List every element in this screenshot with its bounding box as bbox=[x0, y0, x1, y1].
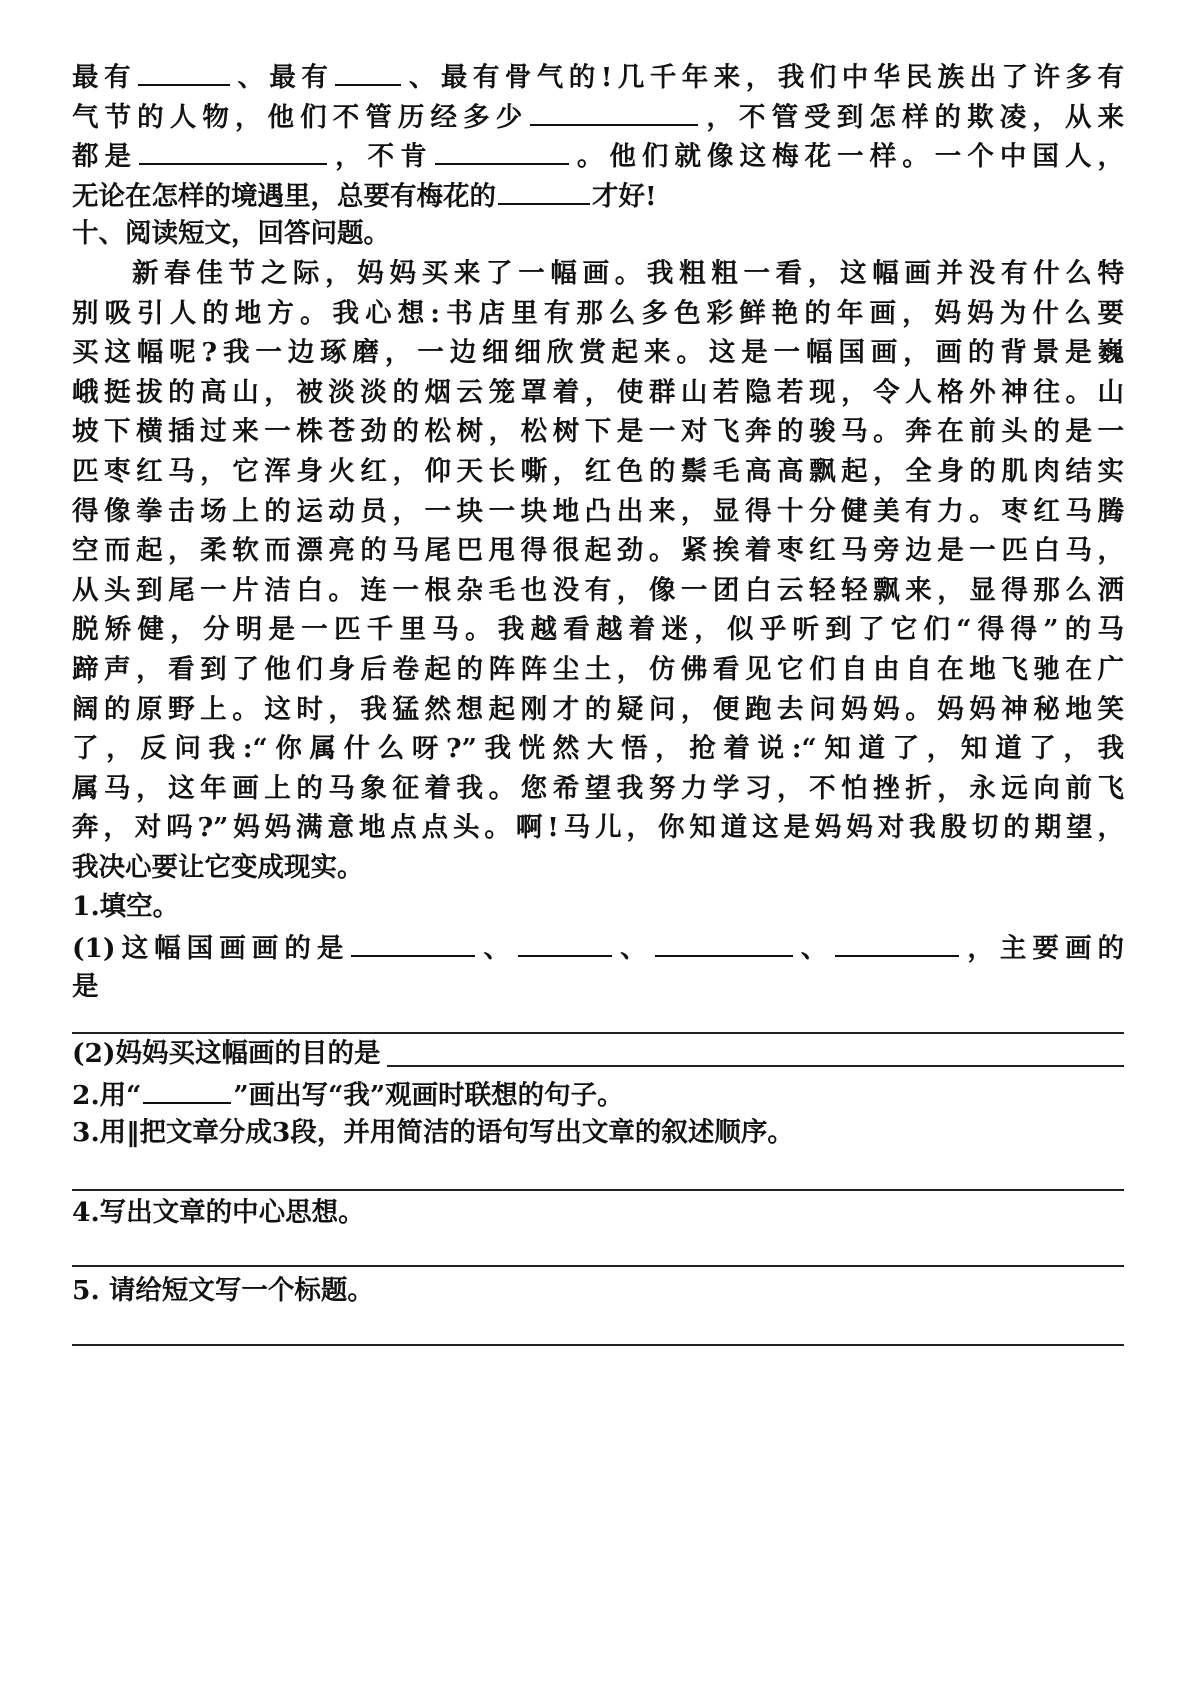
question-3: 3.用‖把文章分成3段，并用简洁的语句写出文章的叙述顺序。 bbox=[72, 1117, 794, 1149]
answer-line[interactable] bbox=[387, 1065, 1124, 1067]
text: ，不肯 bbox=[329, 141, 433, 173]
answer-blank[interactable] bbox=[335, 56, 401, 86]
passage-line: 得像拳击场上的运动员，一块一块地凸出来，显得十分健美有力。枣红马腾 bbox=[72, 495, 1124, 527]
section-title: 十、阅读短文，回答问题。 bbox=[72, 218, 390, 250]
answer-line[interactable] bbox=[72, 1189, 1124, 1191]
passage-line: 属马，这年画上的马象征着我。您希望我努力学习，不怕挫折，永远向前飞 bbox=[72, 772, 1124, 804]
passage-line: 匹枣红马，它浑身火红，仰天长嘶，红色的鬃毛高高飘起，全身的肌肉结实 bbox=[72, 455, 1124, 487]
fill-line-3 bbox=[72, 135, 1124, 175]
question-1: 1.填空。 bbox=[72, 891, 180, 923]
text: 、最有 bbox=[231, 62, 334, 93]
fill-line-4 bbox=[72, 175, 1124, 215]
passage-line: 我决心要让它变成现实。 bbox=[72, 851, 364, 883]
passage-line: 蹄声，看到了他们身后卷起的阵阵尘土，仿佛看见它们自由自在地飞驰在广 bbox=[72, 653, 1124, 685]
text: ，主要画的 bbox=[961, 933, 1125, 965]
text: (2)妈妈买这幅画的目的是 bbox=[72, 1038, 381, 1070]
spacer bbox=[72, 1233, 1124, 1265]
text: ”画出写“我”观画时联想的句子。 bbox=[233, 1079, 624, 1111]
passage-line: 阔的原野上。这时，我猛然想起刚才的疑问，便跑去问妈妈。妈妈神秘地笑 bbox=[72, 693, 1124, 725]
question-5: 5. 请给短文写一个标题。 bbox=[72, 1274, 374, 1306]
text: ，不管受到怎样的欺凌，从来 bbox=[700, 101, 1125, 133]
text: 2.用“ bbox=[72, 1079, 142, 1111]
spacer bbox=[72, 1310, 1124, 1344]
passage-line: 从头到尾一片洁白。连一根杂毛也没有，像一团白云轻轻飘来，显得那么洒 bbox=[72, 574, 1124, 606]
text: 、 bbox=[794, 933, 834, 965]
answer-blank[interactable] bbox=[138, 56, 230, 86]
answer-blank[interactable] bbox=[498, 175, 590, 205]
text: 气节的人物，他们不管历经多少 bbox=[72, 101, 529, 133]
answer-blank[interactable] bbox=[351, 927, 475, 957]
answer-blank[interactable] bbox=[435, 135, 569, 165]
passage-line: 买这幅呢?我一边琢磨，一边细细欣赏起来。这是一幅国画，画的背景是巍 bbox=[72, 337, 1124, 369]
fill-line-2 bbox=[72, 96, 1124, 136]
question-4: 4.写出文章的中心思想。 bbox=[72, 1197, 365, 1229]
answer-line[interactable] bbox=[72, 1265, 1124, 1267]
question-1-1-cont: 是 bbox=[72, 970, 99, 1002]
text: 。他们就像这梅花一样。一个中国人， bbox=[570, 141, 1125, 173]
passage-line: 别吸引人的地方。我心想:书店里有那么多色彩鲜艳的年画，妈妈为什么要 bbox=[72, 297, 1124, 329]
question-2 bbox=[72, 1074, 1124, 1114]
text: 、最有骨气的!几千年来，我们中华民族出了许多有 bbox=[403, 62, 1125, 93]
passage-line: 空而起，柔软而漂亮的马尾巴甩得很起劲。紧挨着枣红马旁边是一匹白马， bbox=[72, 535, 1124, 567]
passage-line: 峨挺拔的高山，被淡淡的烟云笼罩着，使群山若隐若现，令人格外神往。山 bbox=[72, 376, 1124, 408]
passage-line: 新春佳节之际，妈妈买来了一幅画。我粗粗一看，这幅画并没有什么特 bbox=[132, 257, 1124, 289]
answer-blank[interactable] bbox=[530, 96, 698, 126]
spacer bbox=[72, 1153, 1124, 1189]
text: 、 bbox=[614, 933, 653, 965]
answer-blank[interactable] bbox=[835, 927, 959, 957]
text: 才好! bbox=[592, 180, 657, 212]
question-1-1 bbox=[72, 927, 1124, 967]
answer-blank[interactable] bbox=[139, 135, 327, 165]
answer-blank[interactable] bbox=[518, 927, 612, 957]
text: 、 bbox=[477, 933, 517, 965]
text: 都是 bbox=[72, 141, 138, 173]
answer-line[interactable] bbox=[72, 1344, 1124, 1346]
text: 最有 bbox=[72, 62, 136, 93]
underline-sample bbox=[143, 1074, 231, 1104]
fill-line-1 bbox=[72, 56, 1124, 96]
text: (1)这幅国画画的是 bbox=[72, 933, 350, 965]
question-1-2 bbox=[72, 1034, 1124, 1074]
passage-line: 脱矫健，分明是一匹千里马。我越看越着迷，似乎听到了它们“得得”的马 bbox=[72, 614, 1124, 646]
passage-line: 奔，对吗?”妈妈满意地点点头。啊!马儿，你知道这是妈妈对我殷切的期望， bbox=[72, 812, 1124, 844]
worksheet-page bbox=[72, 56, 1124, 1346]
passage-line: 坡下横插过来一株苍劲的松树，松树下是一对飞奔的骏马。奔在前头的是一 bbox=[72, 416, 1124, 448]
text: 无论在怎样的境遇里，总要有梅花的 bbox=[72, 180, 496, 212]
spacer bbox=[72, 1006, 1124, 1032]
passage-line: 了，反问我:“你属什么呀?”我恍然大悟，抢着说:“知道了，知道了，我 bbox=[72, 733, 1124, 765]
answer-blank[interactable] bbox=[655, 927, 793, 957]
